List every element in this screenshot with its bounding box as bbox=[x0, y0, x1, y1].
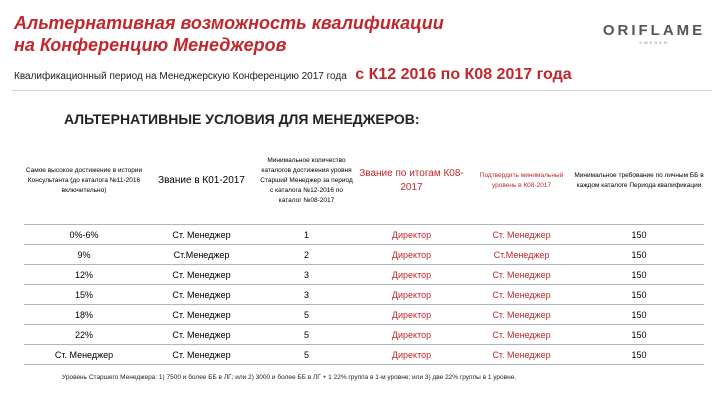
cell-achievement: 22% bbox=[24, 325, 144, 345]
cell-catalogs: 3 bbox=[259, 265, 354, 285]
cell-title-k01: Ст. Менеджер bbox=[144, 265, 259, 285]
header-min-catalogs: Минимальное количество каталогов достижения уровня Старший Менеджер за период с каталога №12-2016 по каталог №08-2017 bbox=[259, 138, 354, 225]
slide-title bbox=[14, 12, 464, 56]
period-label: Квалификационный период на Менеджерскую Конференцию 2017 года bbox=[14, 71, 347, 82]
section-heading: АЛЬТЕРНАТИВНЫЕ УСЛОВИЯ ДЛЯ МЕНЕДЖЕРОВ: bbox=[64, 111, 420, 127]
cell-catalogs: 2 bbox=[259, 245, 354, 265]
cell-confirm-level: Ст. Менеджер bbox=[469, 225, 574, 245]
cell-title-k01: Ст. Менеджер bbox=[144, 345, 259, 365]
qualification-period bbox=[14, 66, 714, 84]
title-line-2: на Конференцию Менеджеров bbox=[14, 35, 287, 55]
oriflame-logo bbox=[600, 22, 708, 45]
cell-catalogs: 1 bbox=[259, 225, 354, 245]
conditions-table bbox=[24, 138, 704, 365]
cell-personal-bb: 150 bbox=[574, 225, 704, 245]
period-range: с К12 2016 по К08 2017 года bbox=[355, 66, 572, 83]
header-title-k01: Звание в К01-2017 bbox=[144, 138, 259, 225]
header-confirm-level: Подтвердить минимальный уровень в К08-2017 bbox=[469, 138, 574, 225]
cell-achievement: 9% bbox=[24, 245, 144, 265]
cell-catalogs: 3 bbox=[259, 285, 354, 305]
cell-confirm-level: Ст. Менеджер bbox=[469, 265, 574, 285]
cell-achievement: 12% bbox=[24, 265, 144, 285]
header-divider bbox=[12, 90, 712, 91]
cell-title-k08: Директор bbox=[354, 345, 469, 365]
table-row bbox=[24, 265, 704, 285]
cell-title-k08: Директор bbox=[354, 245, 469, 265]
cell-title-k01: Ст. Менеджер bbox=[144, 285, 259, 305]
cell-personal-bb: 150 bbox=[574, 245, 704, 265]
cell-title-k08: Директор bbox=[354, 325, 469, 345]
logo-wordmark: ORIFLAME bbox=[602, 22, 706, 39]
cell-catalogs: 5 bbox=[259, 345, 354, 365]
cell-title-k08: Директор bbox=[354, 265, 469, 285]
table-row bbox=[24, 325, 704, 345]
table-row bbox=[24, 225, 704, 245]
header-highest-achievement: Самое высокое достижение в истории Консультанта (до каталога №11-2016 включительно) bbox=[24, 138, 144, 225]
cell-achievement: 18% bbox=[24, 305, 144, 325]
table-header-row bbox=[24, 138, 704, 225]
cell-title-k08: Директор bbox=[354, 285, 469, 305]
cell-personal-bb: 150 bbox=[574, 265, 704, 285]
logo-tagline: SWEDEN bbox=[639, 40, 669, 45]
header-min-personal-bb: Минимальное требование по личным ББ в каждом каталоге Периода квалификации bbox=[574, 138, 704, 225]
cell-confirm-level: Ст. Менеджер bbox=[469, 345, 574, 365]
cell-title-k08: Директор bbox=[354, 225, 469, 245]
title-line-1: Альтернативная возможность квалификации bbox=[14, 13, 444, 33]
cell-confirm-level: Ст. Менеджер bbox=[469, 305, 574, 325]
cell-achievement: Ст. Менеджер bbox=[24, 345, 144, 365]
cell-confirm-level: Ст.Менеджер bbox=[469, 245, 574, 265]
senior-manager-footnote: Уровень Старшего Менеджера: 1) 7500 и более ББ в ЛГ; или 2) 3000 и более ББ в ЛГ + 1 22% группа в 1-м уровне; или 3) две 22% группы в 1 уровне. bbox=[62, 374, 517, 381]
cell-personal-bb: 150 bbox=[574, 345, 704, 365]
cell-title-k01: Ст.Менеджер bbox=[144, 245, 259, 265]
table-row bbox=[24, 245, 704, 265]
cell-title-k01: Ст. Менеджер bbox=[144, 305, 259, 325]
table-row bbox=[24, 305, 704, 325]
cell-title-k08: Директор bbox=[354, 305, 469, 325]
cell-confirm-level: Ст. Менеджер bbox=[469, 285, 574, 305]
header-title-k08: Звание по итогам К08-2017 bbox=[354, 138, 469, 225]
cell-achievement: 0%-6% bbox=[24, 225, 144, 245]
cell-catalogs: 5 bbox=[259, 305, 354, 325]
cell-personal-bb: 150 bbox=[574, 325, 704, 345]
table-row bbox=[24, 345, 704, 365]
table-row bbox=[24, 285, 704, 305]
cell-personal-bb: 150 bbox=[574, 305, 704, 325]
cell-confirm-level: Ст. Менеджер bbox=[469, 325, 574, 345]
cell-personal-bb: 150 bbox=[574, 285, 704, 305]
cell-title-k01: Ст. Менеджер bbox=[144, 325, 259, 345]
cell-achievement: 15% bbox=[24, 285, 144, 305]
cell-title-k01: Ст. Менеджер bbox=[144, 225, 259, 245]
cell-catalogs: 5 bbox=[259, 325, 354, 345]
